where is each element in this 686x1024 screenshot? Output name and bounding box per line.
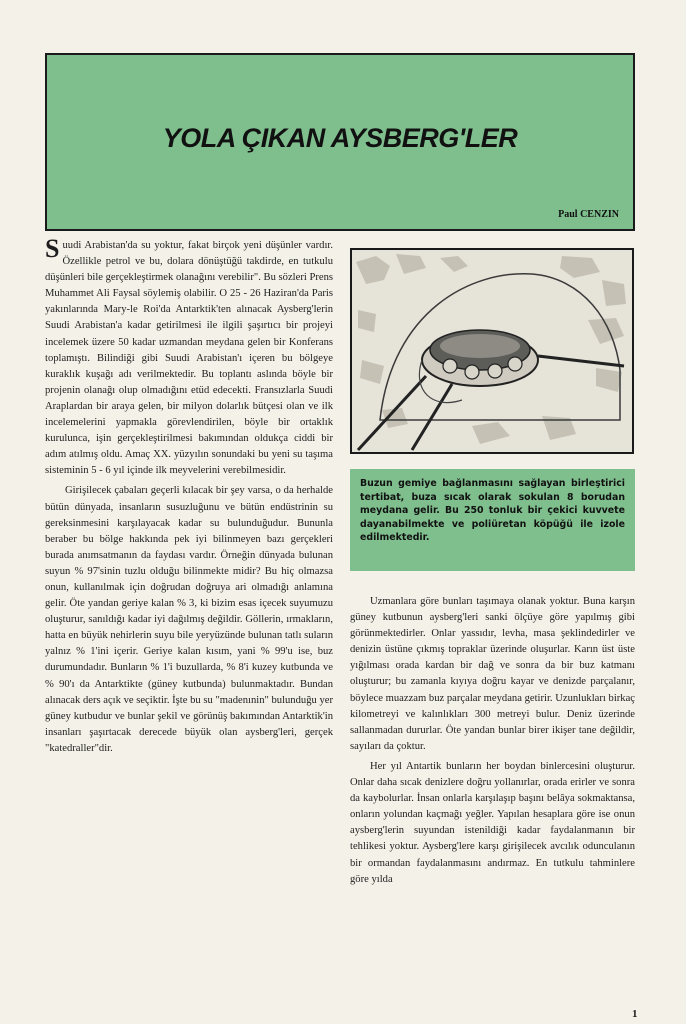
paragraph: Her yıl Antartik bunların her boydan binlercesini oluşturur. Onlar daha sıcak denizlere doğru yollanırlar, orada erirler ve sonra da kaybolurlar. İnsan onlarla karşılaşıp başını belâya sokmaktansa, onların yolundan kaçmağı yeğler. Yapılan hesaplara göre ise onun aysberg'lerin suyundan istenildiği kadar faydalanmanın bir tehlikesi yoktur. Aysberg'lere karşı girişilecek avcılık odunculanın bir ormandan faydalanmasını andırmaz. En tutkulu tahminlere göre yılda: [350, 760, 635, 885]
drop-cap: S: [45, 234, 60, 263]
iceberg-tug-illustration: [350, 248, 634, 454]
page-number: 1: [632, 1008, 638, 1020]
left-column: [45, 234, 333, 757]
paragraph: Girişilecek çabaları geçerli kılacak bir şey varsa, o da herhalde bütün dünyada, insanların susuzluğunu ve bütün endüstrinin su gereksinmesini karşılayacak kadar su bulunduğudur. Bununla beraber bu bölge hakkında pek iyi bilinmeyen bazı gerçekleri burada anımsatmanın da faydası vardır. Örneğin dünyada bulunan suyun % 97'sinin tuzlu olduğu bilinmekte midir? Bu hiç olmazsa onun, kullanılmak için doğrudan doğruya ari olmadığı anlamına gelir. Öte yandan geriye kalan % 3, ki bizim esas içecek suyumuzu oluşturur, sanıldığı kadar iyi dağılmış değildir. Göllerin, ırmakların, hatta en büyük nehirlerin suyu bile yeryüzünde bulunan tatlı suların yalnız % 1'ini içerir. Geriye kalan kısım, yani % 99'u ise, buz durumundadır. Bunların % 1'i buzullarda, % 8'i kuzey kutbunda ve % 90'ı da Antarktikte (güney kutbunda) bulunmaktadır. Bundan alınacak ders açık ve seçiktir. İşte bu su "madenınin" bulunduğu yer güney kutbudur ve bunlar şekil ve görünüş bakımından Antarktik'in insanları şaşırtacak derecede büyük olan aysberg'leri, gerçek "katedraller"dir.: [45, 485, 333, 754]
author-byline: Paul CENZIN: [558, 209, 619, 220]
paragraph: Suudi Arabistan'da su yoktur, fakat birçok yeni düşünler vardır. Özellikle petrol ve bu, dolara dönüştüğü takdirde, en tutkulu düşünleri bile gerçekleştirmek olanağını verebilir". Bu sözleri Prens Muhammet Ali Faysal söylemiş olabilir. O 25 - 26 Haziran'da Paris yakınlarında Mary-le Roi'da Antarktik'ten alınacak Aysberg'lerin Suudi Arabistan'a kadar getirilmesi ile ilgili şaşırtıcı bir projeyi incelemek üzere 50 kadar uzmandan meydana gelen bir Konferans toplamıştı. Bilindiği gibi Suudi Arabistan'ı içeren bu bölgeye kuraklık kuşağı adı verilmektedir. Bu toplantı aslında böyle bir projenin olanağı olup olmadığını etüd edecekti. Fransızlarla Suudi Araplardan bir araya gelen, bir milyon dolarlık bütçesi olan ve ilk incelemelerini yapmakla görevlendirilen, böyle bir ortaklık kurulunca, işin gerçekleştirilmesi bakımından oldukça ciddi bir adım atılmış oldu. Amaç XX. yüzyılın sonundaki bu yeni su taşıma sisteminin 5 - 6 yıl içinde ilk meyvelerini verebilmesidir.: [45, 234, 333, 477]
figure-caption: Buzun gemiye bağlanmasını sağlayan birleştirici tertibat, buza sıcak olarak sokulan 8 borudan meydana gelir. Bu 250 tonluk bir çekici kuvvete dayanabilmekte ve poliüretan köpüğü ile izole edilmektedir.: [350, 469, 635, 571]
title-banner: [45, 53, 635, 231]
right-column: [350, 594, 635, 888]
paragraph: Uzmanlara göre bunları taşımaya olanak yoktur. Buna karşın güney kutbunun aysberg'leri sanki ölçüye göre yapılmış gibi görünmektedirler. Onlar yassıdır, levha, masa şeklindedirler ve denizin üstüne çıkmış topraklar üzerinde oluşurlar. Karın üst üste yığılması orada kardan bir dağ ve sonra da bir buz katmanı oluşturur; bu zamanla kıyıya doğru kayar ve denizde parçalanır, böylece muazzam buz parçalar meydana getirir. Uzunlukları birkaç kilometreyi ve kalınlıkları 300 metreyi bulur. Deniz üzerinde sallanmadan dururlar. Öte yandan bunlar birer ikişer tane değildir, sayıları da çoktur.: [350, 596, 635, 752]
iceberg-drawing: [352, 250, 632, 452]
article-title: YOLA ÇIKAN AYSBERG'LER: [162, 123, 518, 153]
